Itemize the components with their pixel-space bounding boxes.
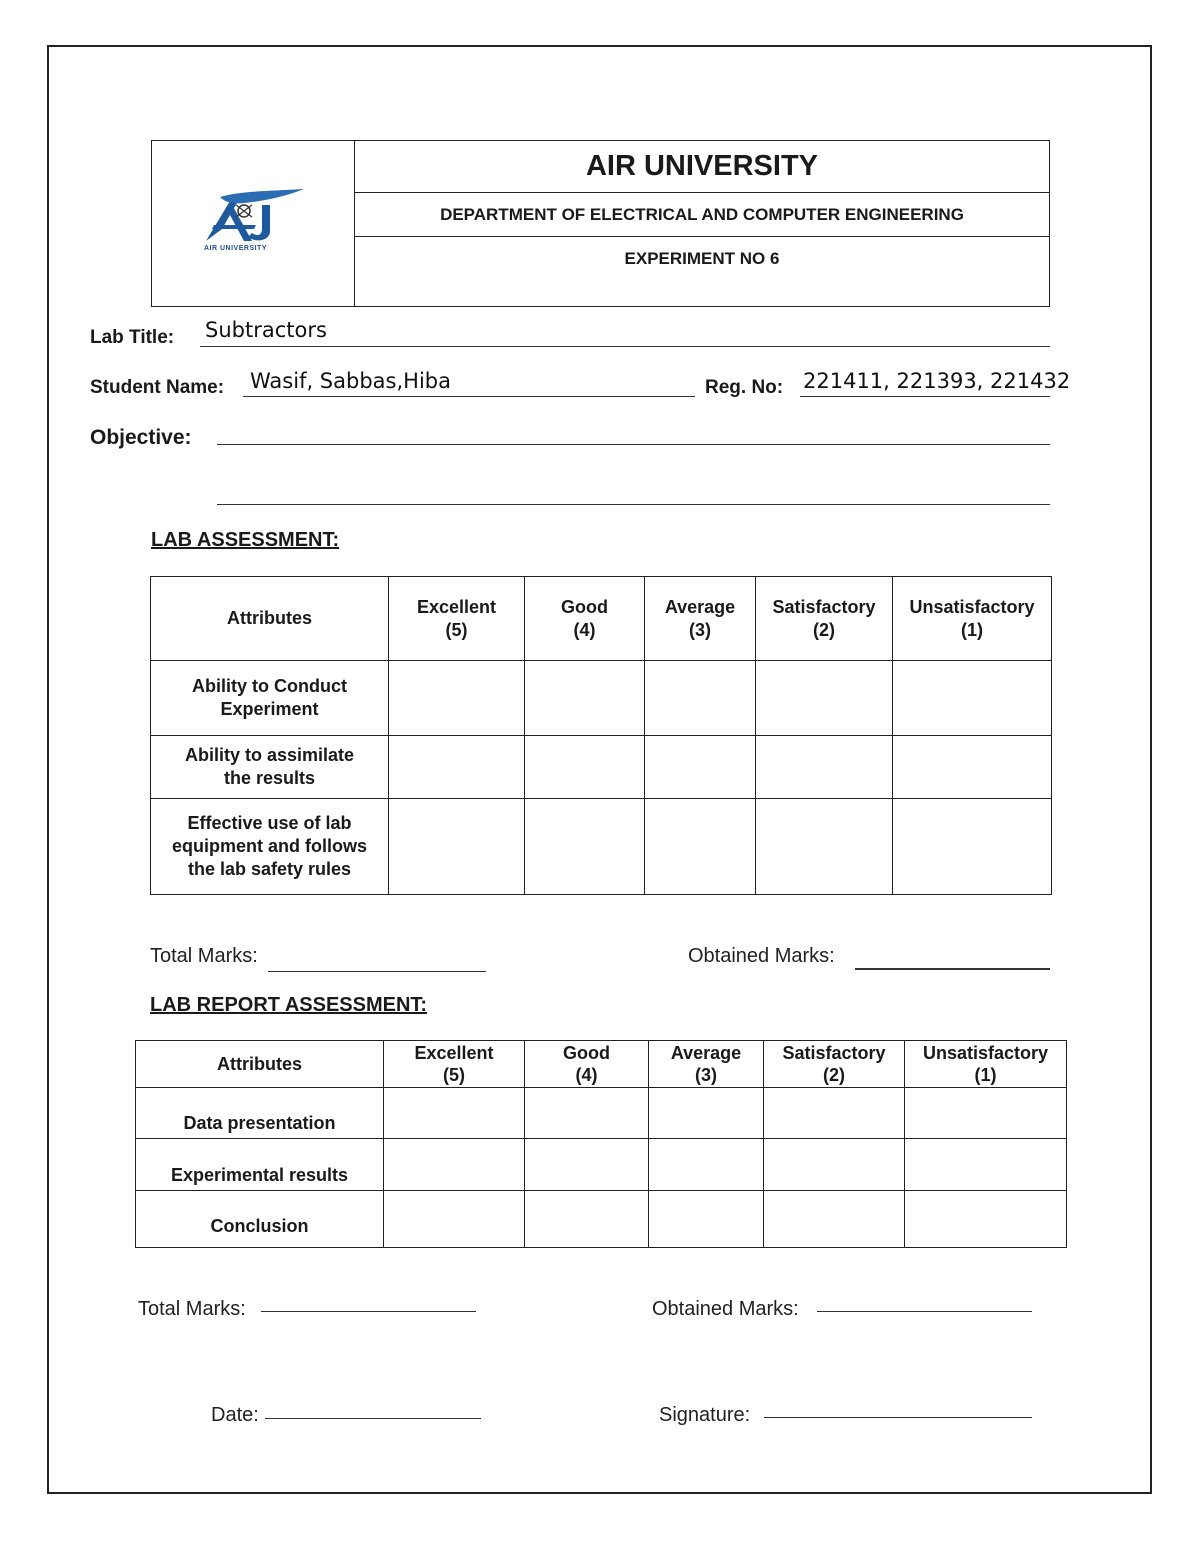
table-row: [136, 1088, 1067, 1139]
reg-no-line: [800, 396, 1050, 397]
header-attributes: Attributes: [136, 1041, 384, 1088]
objective-line-2[interactable]: [217, 504, 1050, 505]
report-obtained-marks-label: Obtained Marks:: [652, 1298, 799, 1320]
student-name-line: [243, 396, 695, 397]
report-assessment-title: LAB REPORT ASSESSMENT:: [150, 994, 428, 1016]
score-cell[interactable]: [384, 1088, 525, 1139]
score-cell[interactable]: [525, 1139, 649, 1191]
score-cell[interactable]: [905, 1088, 1067, 1139]
score-cell[interactable]: [645, 799, 756, 895]
score-cell[interactable]: [525, 661, 645, 736]
signature-label: Signature:: [659, 1404, 751, 1426]
reg-no-value[interactable]: 221411, 221393, 221432: [803, 369, 1071, 393]
score-cell[interactable]: [756, 736, 893, 799]
score-cell[interactable]: [649, 1139, 764, 1191]
score-cell[interactable]: [756, 661, 893, 736]
header-average: Average (3): [645, 577, 756, 661]
score-cell[interactable]: [645, 661, 756, 736]
report-total-marks-label: Total Marks:: [138, 1298, 246, 1320]
header-satisfactory: Satisfactory (2): [764, 1041, 905, 1088]
score-cell[interactable]: [764, 1088, 905, 1139]
table-row: [151, 799, 1052, 895]
objective-label: Objective:: [90, 426, 192, 449]
attribute-cell: Data presentation: [136, 1088, 384, 1139]
experiment-number: EXPERIMENT NO 6: [624, 249, 780, 268]
score-cell[interactable]: [384, 1191, 525, 1248]
score-cell[interactable]: [893, 736, 1052, 799]
report-total-marks-line[interactable]: [261, 1311, 476, 1312]
logo-cell: [152, 141, 355, 306]
date-line[interactable]: [265, 1418, 481, 1419]
attribute-cell: Experimental results: [136, 1139, 384, 1191]
table-row: [136, 1191, 1067, 1248]
university-logo-icon: [200, 189, 310, 247]
header-average: Average (3): [649, 1041, 764, 1088]
report-obtained-marks-line[interactable]: [817, 1311, 1032, 1312]
table-header-row: [151, 577, 1052, 661]
department-title: DEPARTMENT OF ELECTRICAL AND COMPUTER ENGINEERING: [355, 193, 1049, 237]
score-cell[interactable]: [525, 1088, 649, 1139]
score-cell[interactable]: [649, 1191, 764, 1248]
score-cell[interactable]: [645, 736, 756, 799]
score-cell[interactable]: [905, 1191, 1067, 1248]
score-cell[interactable]: [893, 799, 1052, 895]
lab-obtained-marks-line[interactable]: [855, 968, 1050, 970]
attribute-cell: Effective use of lab equipment and follows the lab safety rules: [151, 799, 389, 895]
table-row: [151, 661, 1052, 736]
report-assessment-table: [135, 1040, 1067, 1248]
lab-assessment-table: [150, 576, 1052, 895]
score-cell[interactable]: [764, 1191, 905, 1248]
table-row: [151, 736, 1052, 799]
table-row: [136, 1139, 1067, 1191]
logo-text: AIR UNIVERSITY: [204, 245, 268, 252]
reg-no-label: Reg. No:: [705, 377, 784, 398]
score-cell[interactable]: [389, 661, 525, 736]
header-box: [151, 140, 1050, 307]
score-cell[interactable]: [905, 1139, 1067, 1191]
score-cell[interactable]: [649, 1088, 764, 1139]
score-cell[interactable]: [384, 1139, 525, 1191]
objective-line-1[interactable]: [217, 444, 1050, 445]
header-good: Good (4): [525, 577, 645, 661]
score-cell[interactable]: [389, 799, 525, 895]
score-cell[interactable]: [525, 736, 645, 799]
score-cell[interactable]: [525, 1191, 649, 1248]
header-good: Good (4): [525, 1041, 649, 1088]
lab-title-value[interactable]: Subtractors: [205, 318, 327, 342]
score-cell[interactable]: [756, 799, 893, 895]
table-header-row: [136, 1041, 1067, 1088]
lab-title-line: [200, 346, 1050, 347]
signature-line[interactable]: [764, 1417, 1032, 1418]
header-unsatisfactory: Unsatisfactory (1): [893, 577, 1052, 661]
score-cell[interactable]: [389, 736, 525, 799]
header-excellent: Excellent (5): [389, 577, 525, 661]
score-cell[interactable]: [764, 1139, 905, 1191]
lab-title-label: Lab Title:: [90, 327, 175, 348]
header-attributes: Attributes: [151, 577, 389, 661]
score-cell[interactable]: [893, 661, 1052, 736]
attribute-cell: Ability to assimilate the results: [151, 736, 389, 799]
university-title: AIR UNIVERSITY: [355, 141, 1049, 193]
date-label: Date:: [211, 1404, 259, 1426]
student-name-value[interactable]: Wasif, Sabbas,Hiba: [250, 369, 451, 393]
lab-assessment-title: LAB ASSESSMENT:: [151, 529, 340, 551]
header-unsatisfactory: Unsatisfactory (1): [905, 1041, 1067, 1088]
lab-total-marks-label: Total Marks:: [150, 945, 258, 967]
lab-total-marks-line[interactable]: [268, 971, 486, 972]
header-excellent: Excellent (5): [384, 1041, 525, 1088]
score-cell[interactable]: [525, 799, 645, 895]
attribute-cell: Conclusion: [136, 1191, 384, 1248]
lab-obtained-marks-label: Obtained Marks:: [688, 945, 835, 967]
attribute-cell: Ability to Conduct Experiment: [151, 661, 389, 736]
header-satisfactory: Satisfactory (2): [756, 577, 893, 661]
student-name-label: Student Name:: [90, 377, 225, 398]
